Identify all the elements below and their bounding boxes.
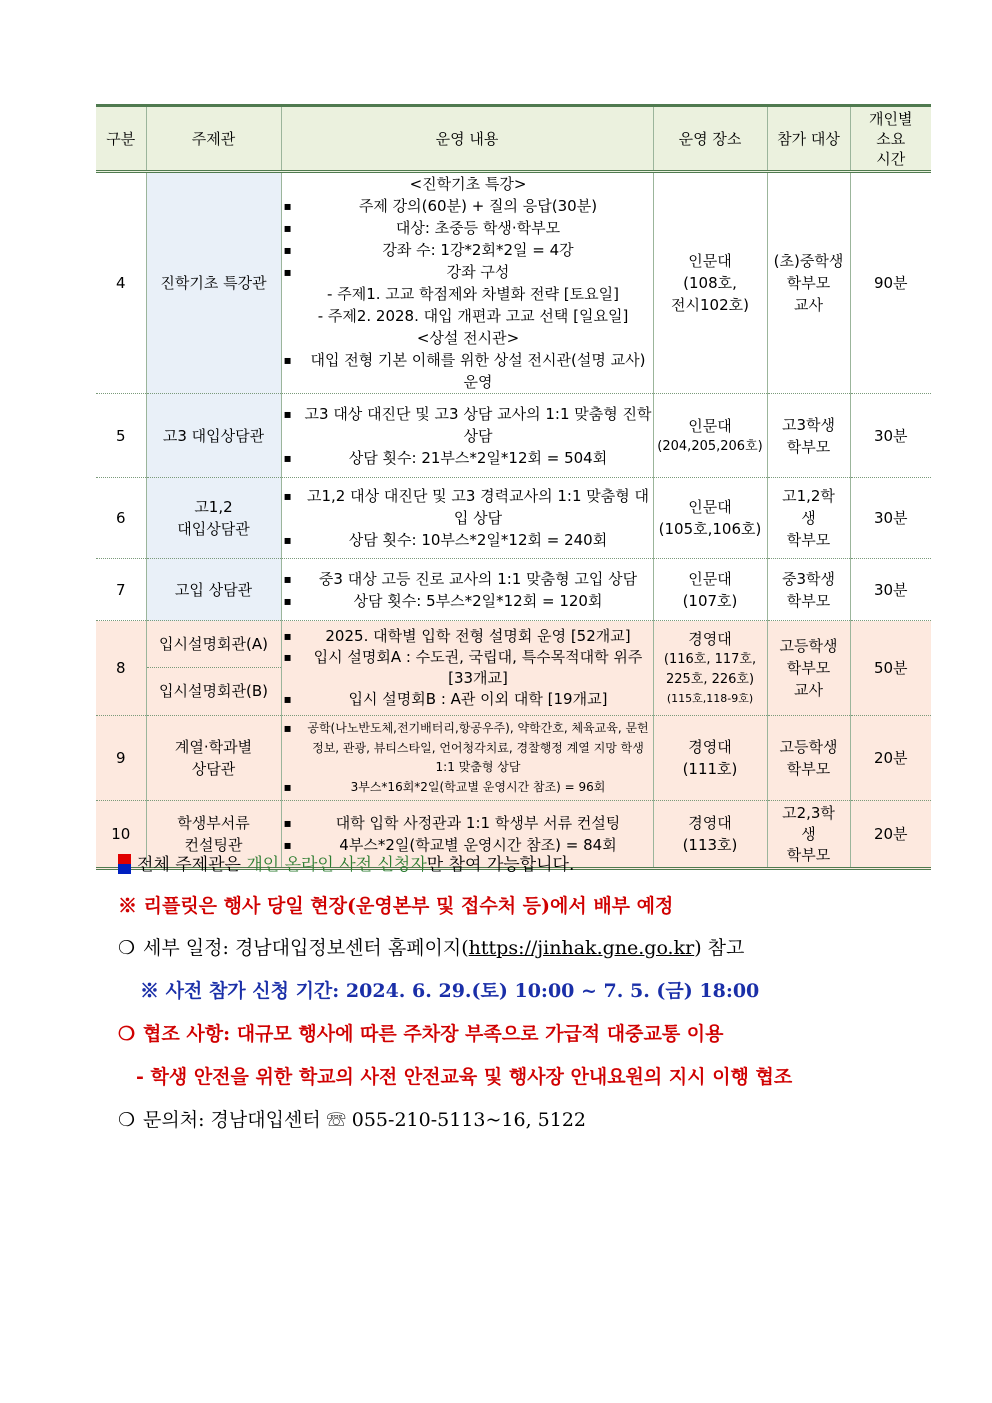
- row-no: 9: [96, 716, 146, 801]
- note-participation: [118, 850, 574, 875]
- table-row: [96, 621, 931, 716]
- place-line: 경영대: [688, 630, 732, 648]
- bullet-item: ▪ 입시 설명회A : 수도권, 국립대, 특수목적대학 위주 [33개교]: [282, 647, 653, 689]
- target-cell: [767, 394, 850, 478]
- place-cell: [653, 716, 767, 801]
- place-cell: [653, 172, 767, 394]
- place-line: 전시102호): [671, 296, 749, 314]
- place-line: (113호): [682, 836, 738, 854]
- table-row: [96, 478, 931, 559]
- place-line: (204,205,206호): [657, 438, 763, 454]
- place-line: (108호,: [683, 274, 737, 292]
- bullet-item: ▪ 공학(나노반도체,전기배터리,항공우주), 약학간호, 체육교육, 문헌정보, 관광, 뷰티스타일, 언어청각치료, 경찰행정 계열 지망 학생 1:1 맞춤형 상담: [282, 719, 653, 778]
- target-line: 고1,2학: [782, 487, 835, 505]
- target-line: 학부모: [786, 531, 831, 549]
- header-place: 운영 장소: [653, 106, 767, 172]
- hall-line: 고1,2: [194, 498, 233, 516]
- bullet-item: ▪ 대상: 초중등 학생·학부모: [282, 217, 653, 239]
- note-contact: [118, 1105, 586, 1132]
- hall-name: [146, 621, 281, 716]
- hall-b: 입시설명회관(B): [159, 682, 268, 700]
- note-text: 문의처: 경남대입센터 ☏ 055-210-5113~16, 5122: [143, 1109, 587, 1131]
- target-line: 고등학생: [779, 738, 838, 756]
- bullet-list: [282, 485, 653, 551]
- homepage-link[interactable]: https://jinhak.gne.go.kr: [468, 937, 695, 959]
- note-registration-period: ※ 사전 참가 신청 기간: 2024. 6. 29.(토) 10:00 ~ 7. 5. (금) 18:00: [140, 980, 760, 1002]
- bullet-list: [282, 403, 653, 469]
- row-no: 5: [96, 394, 146, 478]
- bullet-item: ▪ 주제 강의(60분) + 질의 응답(30분): [282, 195, 653, 217]
- time-cell: 90분: [850, 172, 931, 394]
- bullet-list: [282, 568, 653, 612]
- hall-a: 입시설명회관(A): [147, 621, 281, 668]
- content-cell: [281, 478, 653, 559]
- row-no: 10: [96, 801, 146, 869]
- time-cell: 30분: [850, 394, 931, 478]
- row-no: 6: [96, 478, 146, 559]
- time-cell: 20분: [850, 801, 931, 869]
- place-line: 인문대: [688, 498, 732, 516]
- place-line: 인문대: [688, 416, 732, 435]
- target-line: 생: [801, 824, 816, 843]
- table-row: [96, 716, 931, 801]
- target-cell: [767, 559, 850, 621]
- place-line: (111호): [682, 760, 738, 778]
- circle-bullet-icon: ❍: [118, 1023, 136, 1045]
- target-line: 교사: [794, 681, 823, 699]
- note-text: 세부 일정: 경남대입정보센터 홈페이지(: [143, 937, 469, 959]
- place-cell: [653, 478, 767, 559]
- note-text: 협조 사항: 대규모 행사에 따른 주차장 부족으로 가급적 대중교통 이용: [143, 1023, 724, 1045]
- place-line: (116호, 117호,: [663, 652, 757, 667]
- content-heading: <상설 전시관>: [416, 329, 520, 347]
- target-line: 생: [801, 509, 816, 527]
- place-line: 인문대: [688, 569, 732, 588]
- hall-name: 진학기초 특강관: [146, 172, 281, 394]
- bullet-item: ▪ 대입 전형 기본 이해를 위한 상설 전시관(설명 교사) 운영: [282, 349, 653, 393]
- bullet-item: ▪ 상담 횟수: 10부스*2일*12회 = 240회: [282, 529, 653, 551]
- note-text: 만 참여 가능합니다.: [426, 855, 575, 875]
- program-table: [96, 104, 931, 870]
- note-highlight: 개인 온라인 사전 신청자: [246, 855, 427, 875]
- bullet-list: [282, 626, 653, 710]
- content-cell: [281, 716, 653, 801]
- target-line: 고3학생: [781, 415, 835, 434]
- table-row: [96, 394, 931, 478]
- place-line: (105호,106호): [658, 520, 762, 538]
- content-cell: [281, 394, 653, 478]
- target-line: 학부모: [786, 845, 831, 864]
- header-content: 운영 내용: [281, 106, 653, 172]
- table-row: [96, 559, 931, 621]
- hall-line: 학생부서류: [177, 814, 250, 832]
- table-header-row: [96, 106, 931, 172]
- target-line: 학부모: [786, 274, 831, 292]
- bullet-item: ▪ 2025. 대학별 입학 전형 설명회 운영 [52개교]: [282, 626, 653, 647]
- time-cell: 50분: [850, 621, 931, 716]
- target-line: 고2,3학: [782, 803, 835, 822]
- sub-item: - 주제1. 고교 학점제와 차별화 전략 [토요일]: [327, 285, 619, 303]
- hall-line: 상담관: [191, 760, 236, 778]
- bullet-item: ▪ 상담 횟수: 21부스*2일*12회 = 504회: [282, 447, 653, 469]
- place-line: 인문대: [688, 252, 732, 270]
- place-line: 경영대: [688, 814, 732, 832]
- note-schedule: [118, 933, 744, 960]
- bullet-item: ▪ 고3 대상 대진단 및 고3 상담 교사의 1:1 맞춤형 진학 상담: [282, 403, 653, 447]
- header-hall: 주제관: [146, 106, 281, 172]
- target-cell: [767, 801, 850, 869]
- bullet-item: ▪ 대학 입학 사정관과 1:1 학생부 서류 컨설팅: [282, 812, 653, 834]
- place-cell: [653, 559, 767, 621]
- bullet-item: ▪ 입시 설명회B : A관 이외 대학 [19개교]: [282, 689, 653, 710]
- bullet-item: ▪ 4부스*2일(학교별 운영시간 참조) = 84회: [282, 834, 653, 856]
- content-heading: <진학기초 특강>: [409, 175, 527, 193]
- row-no: 8: [96, 621, 146, 716]
- bullet-item: ▪ 중3 대상 고등 진로 교사의 1:1 맞춤형 고입 상담: [282, 568, 653, 590]
- place-line: (107호): [682, 591, 738, 610]
- target-cell: [767, 478, 850, 559]
- flag-icon: [118, 854, 131, 874]
- sub-item: - 주제2. 2028. 대입 개편과 고교 선택 [일요일]: [317, 307, 629, 325]
- bullet-item: ▪ 강좌 구성: [282, 261, 653, 283]
- place-line: (115호,118-9호): [666, 692, 754, 705]
- target-cell: [767, 716, 850, 801]
- note-leaflet: ※ 리플릿은 행사 당일 현장(운영본부 및 접수처 등)에서 배부 예정: [118, 895, 674, 917]
- bullet-list: [282, 719, 653, 797]
- header-time: 개인별 소요 시간: [850, 106, 931, 172]
- hall-name: 고입 상담관: [146, 559, 281, 621]
- hall-line: 대입상담관: [177, 520, 250, 538]
- place-cell: [653, 394, 767, 478]
- table-row: [96, 172, 931, 394]
- hall-line: 컨설팅관: [184, 836, 243, 854]
- header-no: 구분: [96, 106, 146, 172]
- target-line: 학부모: [786, 437, 831, 456]
- bullet-item: ▪ 3부스*16회*2일(학교별 운영시간 참조) = 96회: [282, 778, 653, 798]
- target-line: 중3학생: [781, 569, 835, 588]
- place-line: 경영대: [688, 738, 732, 756]
- row-no: 4: [96, 172, 146, 394]
- target-line: (초)중학생: [773, 252, 844, 270]
- place-cell: [653, 621, 767, 716]
- hall-name: [146, 478, 281, 559]
- time-cell: 30분: [850, 559, 931, 621]
- bullet-item: ▪ 상담 횟수: 5부스*2일*12회 = 120회: [282, 590, 653, 612]
- target-cell: [767, 172, 850, 394]
- bullet-item: ▪ 강좌 수: 1강*2회*2일 = 4강: [282, 239, 653, 261]
- header-target: 참가 대상: [767, 106, 850, 172]
- hall-name: [146, 716, 281, 801]
- hall-name: 고3 대입상담관: [146, 394, 281, 478]
- target-cell: [767, 621, 850, 716]
- target-line: 학부모: [786, 659, 831, 677]
- hall-line: 계열·학과별: [174, 738, 253, 756]
- content-cell: [281, 559, 653, 621]
- place-line: 225호, 226호): [665, 672, 755, 687]
- target-line: 학부모: [786, 591, 831, 610]
- circle-bullet-icon: ❍: [118, 1109, 136, 1131]
- content-cell: [281, 621, 653, 716]
- note-cooperation: [118, 1019, 724, 1046]
- target-line: 교사: [794, 296, 823, 314]
- target-line: 고등학생: [779, 637, 838, 655]
- content-cell: [281, 172, 653, 394]
- note-text: 전체 주제관은: [137, 855, 247, 875]
- time-cell: 20분: [850, 716, 931, 801]
- bullet-list: [282, 349, 653, 393]
- row-no: 7: [96, 559, 146, 621]
- place-cell: [653, 801, 767, 869]
- bullet-item: ▪ 고1,2 대상 대진단 및 고3 경력교사의 1:1 맞춤형 대입 상담: [282, 485, 653, 529]
- time-cell: 30분: [850, 478, 931, 559]
- circle-bullet-icon: ❍: [118, 937, 136, 959]
- bullet-list: [282, 195, 653, 283]
- target-line: 학부모: [786, 760, 831, 778]
- note-text: ) 참고: [694, 937, 745, 959]
- note-safety: - 학생 안전을 위한 학교의 사전 안전교육 및 행사장 안내요원의 지시 이행 협조: [136, 1066, 793, 1088]
